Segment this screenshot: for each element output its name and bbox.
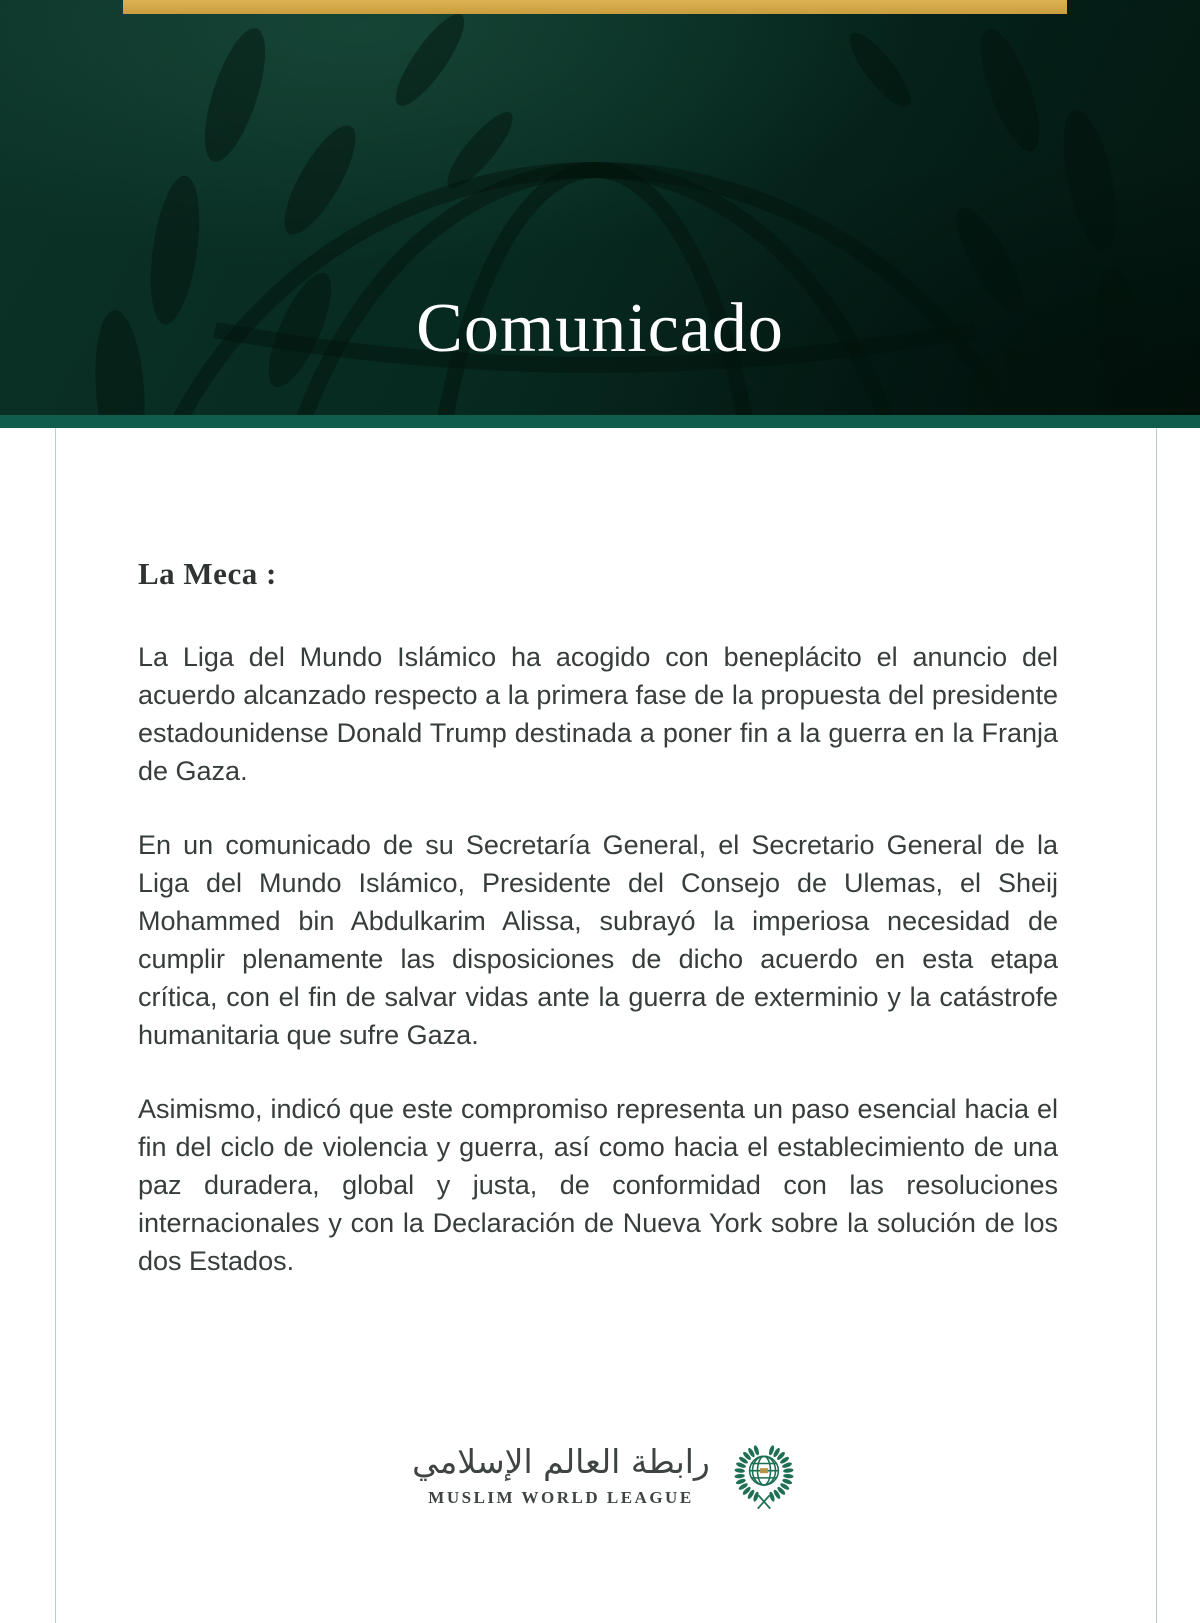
header-banner (0, 0, 1200, 415)
header-divider-band (0, 415, 1200, 428)
dateline: La Meca : (138, 556, 277, 591)
content-card (55, 428, 1157, 1623)
mwl-emblem-icon (728, 1438, 800, 1512)
mwl-wordmark: MUSLIM WORLD LEAGUE (428, 1487, 694, 1507)
paragraph-2: En un comunicado de su Secretaría General, el Secretario General de la Liga del Mundo Islámico, Presidente del Consejo de Ulemas, el Sheij Mohammed bin Abdulkarim Alissa, subrayó la imperiosa necesidad de cumplir plenamente las disposiciones de dicho acuerdo en esta etapa crítica, con el fin de salvar vidas ante la guerra de exterminio y la catástrofe humanitaria que sufre Gaza. (138, 830, 1058, 1050)
communique-body (56, 428, 1156, 1280)
gold-accent-bar (123, 0, 1067, 14)
mwl-arabic-calligraphy: رابطة العالم الإسلامي (412, 1442, 710, 1482)
page-title: Comunicado (416, 290, 784, 367)
paragraph-3: Asimismo, indicó que este compromiso representa un paso esencial hacia el fin del ciclo de violencia y guerra, así como hacia el establecimiento de una paz duradera, global y justa, de conformidad con las resoluciones internacionales y con la Declaración de Nueva York sobre la solución de los dos Estados. (138, 1094, 1058, 1276)
mwl-logo (56, 1438, 1156, 1512)
paragraph-1: La Liga del Mundo Islámico ha acogido con beneplácito el anuncio del acuerdo alcanzado respecto a la primera fase de la propuesta del presidente estadounidense Donald Trump destinada a poner fin a la guerra en la Franja de Gaza. (138, 642, 1058, 786)
mwl-logo-text (412, 1442, 710, 1508)
